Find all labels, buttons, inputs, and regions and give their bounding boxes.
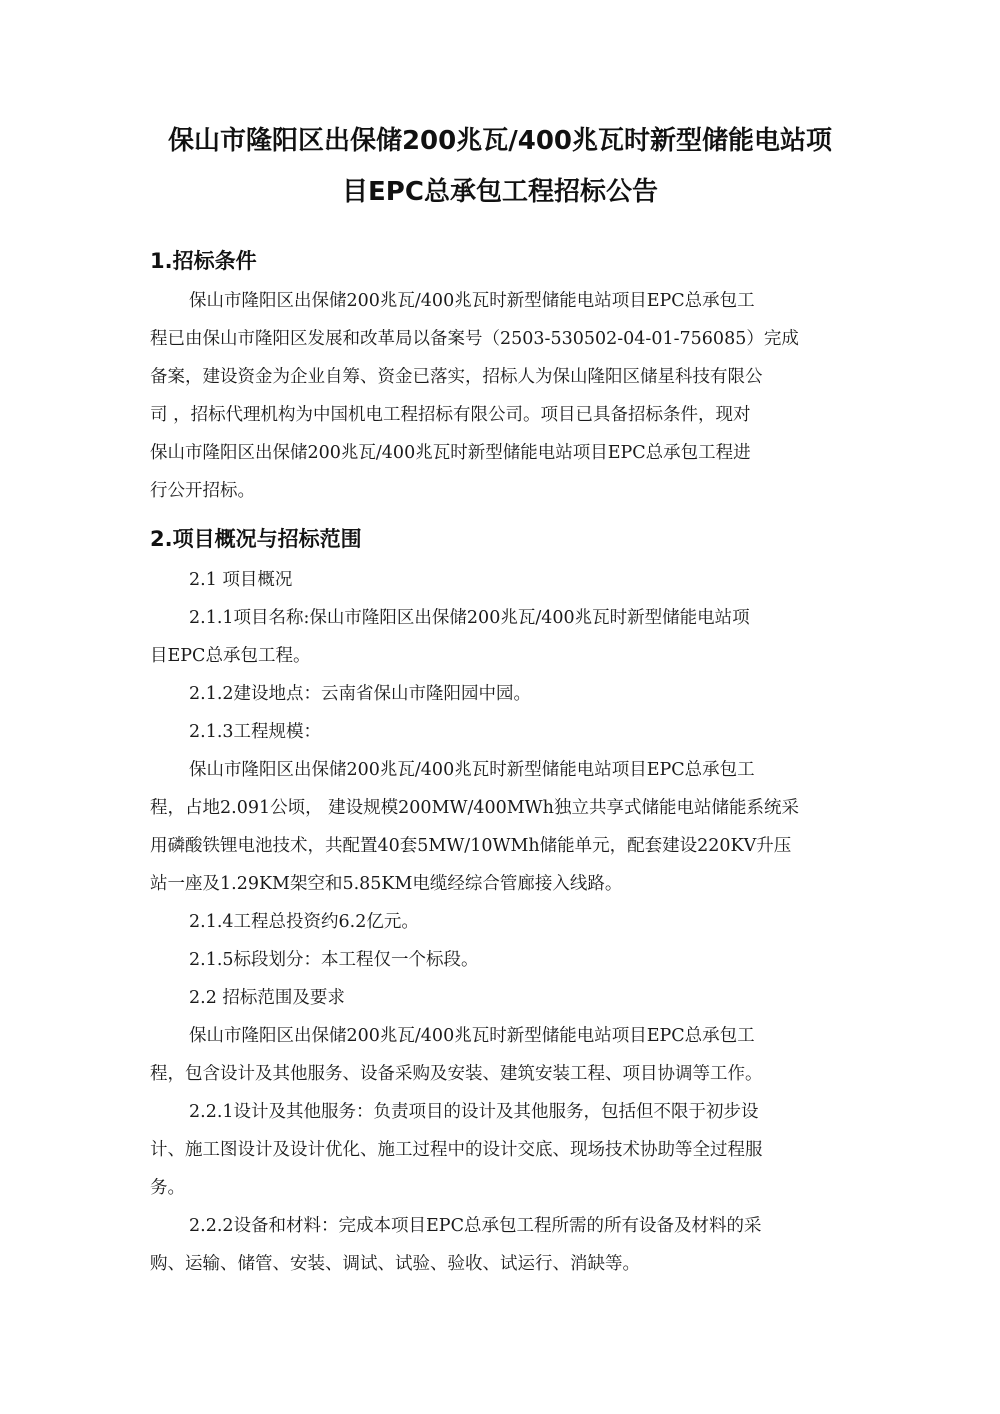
section-1-paragraph-line: 程已由保山市隆阳区发展和改革局以备案号（2503-530502-04-01-756085）完成 (150, 329, 799, 349)
subsection-heading: 2.1 项目概况 (189, 570, 293, 590)
section-2-paragraph-line: 用磷酸铁锂电池技术，共配置40套5MW/10WMh储能单元，配套建设220KV升压 (150, 836, 792, 856)
document-title-line-2: 目EPC总承包工程招标公告 (342, 177, 658, 207)
section-2-paragraph-line: 2.1.2建设地点：云南省保山市隆阳园中园。 (189, 684, 532, 704)
section-1-paragraph-line: 保山市隆阳区出保储200兆瓦/400兆瓦时新型储能电站项目EPC总承包工程进 (150, 443, 751, 463)
subsection-heading: 2.2 招标范围及要求 (189, 988, 345, 1008)
section-1-paragraph-line: 保山市隆阳区出保储200兆瓦/400兆瓦时新型储能电站项目EPC总承包工 (189, 291, 755, 311)
section-2-paragraph-line: 2.1.5标段划分：本工程仅一个标段。 (189, 950, 479, 970)
section-2-heading: 2.项目概况与招标范围 (150, 527, 362, 551)
section-2-paragraph-line: 程，占地2.091公顷， 建设规模200MW/400MWh独立共享式储能电站储能系统采 (150, 798, 799, 818)
section-2-paragraph-line: 2.2.2设备和材料：完成本项目EPC总承包工程所需的所有设备及材料的采 (189, 1216, 762, 1236)
section-2-paragraph-line: 2.1.4工程总投资约6.2亿元。 (189, 912, 419, 932)
section-2-paragraph-line: 务。 (150, 1178, 185, 1198)
section-1-paragraph-line: 备案，建设资金为企业自筹、资金已落实，招标人为保山隆阳区储星科技有限公 (150, 367, 763, 387)
section-2-paragraph-line: 站一座及1.29KM架空和5.85KM电缆经综合管廊接入线路。 (150, 874, 623, 894)
section-2-paragraph-line: 保山市隆阳区出保储200兆瓦/400兆瓦时新型储能电站项目EPC总承包工 (189, 1026, 755, 1046)
section-2-paragraph-line: 计、施工图设计及设计优化、施工过程中的设计交底、现场技术协助等全过程服 (150, 1140, 763, 1160)
section-2-paragraph-line: 保山市隆阳区出保储200兆瓦/400兆瓦时新型储能电站项目EPC总承包工 (189, 760, 755, 780)
section-1-paragraph-line: 司 ，招标代理机构为中国机电工程招标有限公司。项目已具备招标条件，现对 (150, 405, 751, 425)
section-1-heading: 1.招标条件 (150, 249, 257, 273)
section-2-paragraph-line: 2.1.3工程规模： (189, 722, 322, 742)
section-2-paragraph-line: 2.2.1设计及其他服务：负责项目的设计及其他服务，包括但不限于初步设 (189, 1102, 759, 1122)
document-title-line-1: 保山市隆阳区出保储200兆瓦/400兆瓦时新型储能电站项 (167, 126, 833, 156)
section-1-paragraph-line: 行公开招标。 (150, 481, 255, 501)
section-2-paragraph-line: 程，包含设计及其他服务、设备采购及安装、建筑安装工程、项目协调等工作。 (150, 1064, 763, 1084)
section-2-paragraph-line: 购、运输、储管、安装、调试、试验、验收、试运行、消缺等。 (150, 1254, 640, 1274)
section-2-paragraph-line: 2.1.1项目名称:保山市隆阳区出保储200兆瓦/400兆瓦时新型储能电站项 (189, 608, 750, 628)
section-2-paragraph-line: 目EPC总承包工程。 (150, 646, 311, 666)
